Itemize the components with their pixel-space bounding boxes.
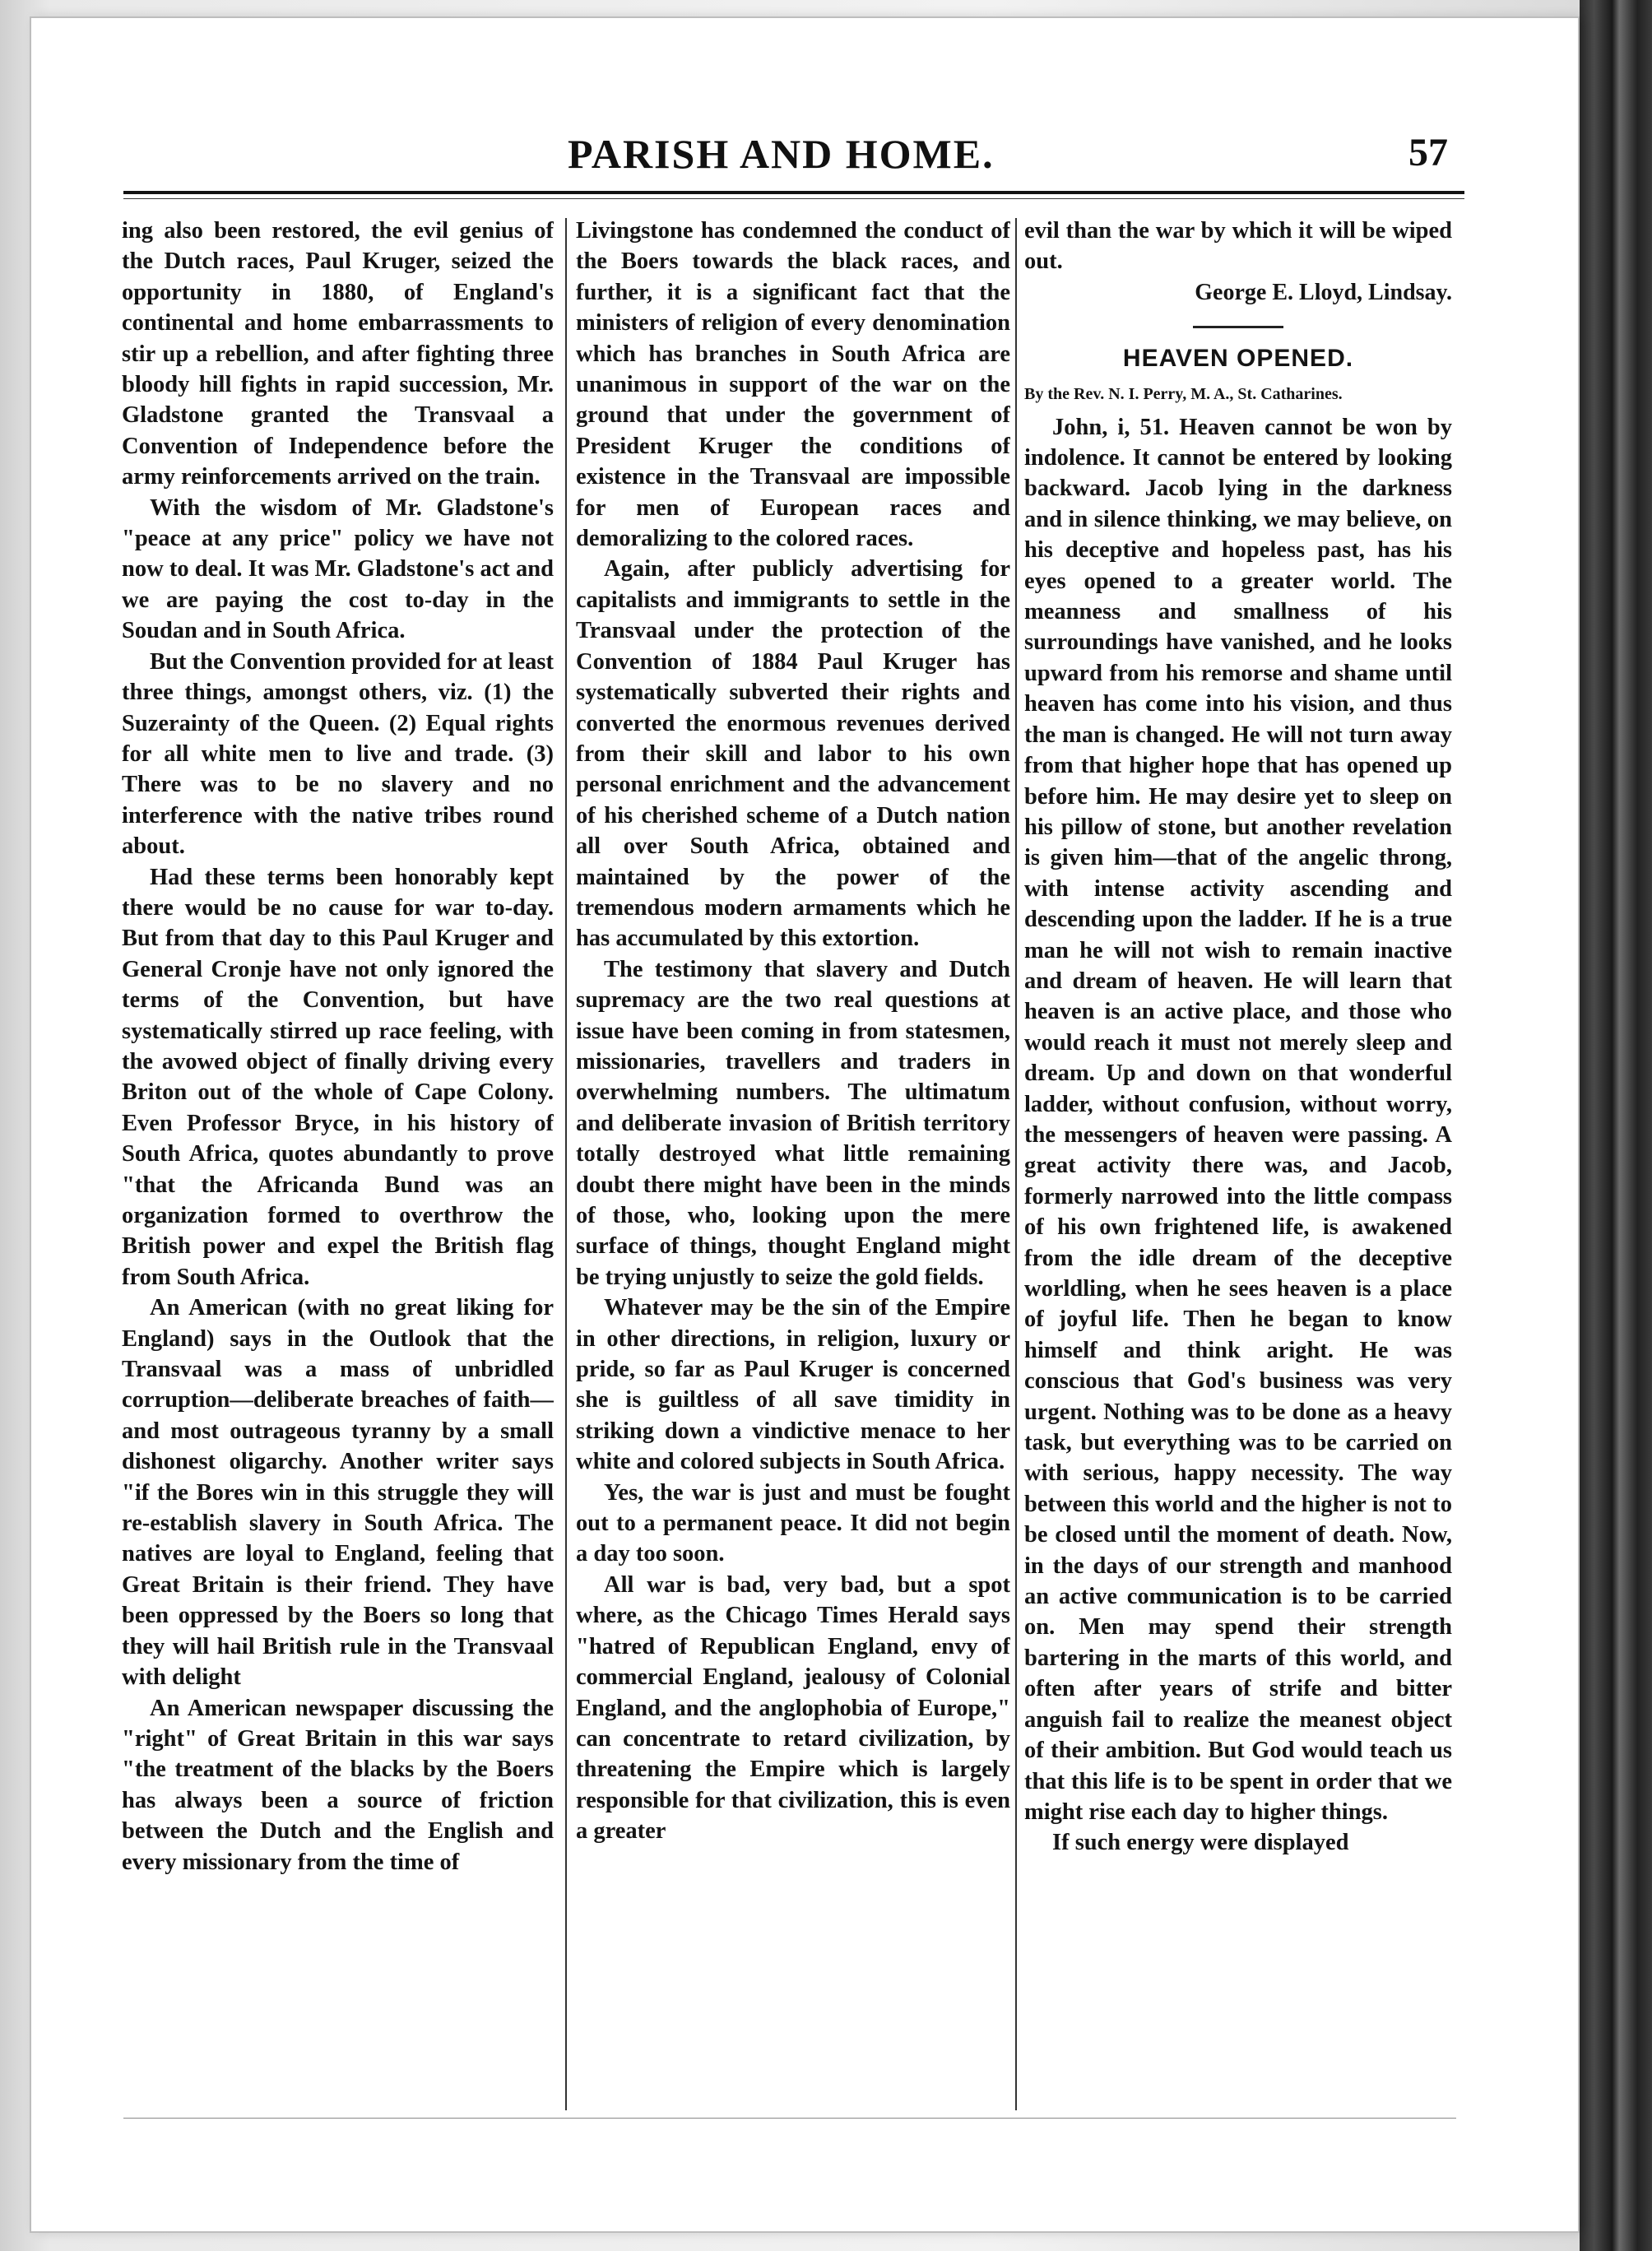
paragraph: John, i, 51. Heaven cannot be won by indolence. It cannot be entered by looking backward. Jacob lying in the darkness and in silence thinking, we may believe, on his deceptive and hopeless past, has his eyes opened to a greater world. The meanness and smallness of his surroundings have vanished, and he looks upward from his remorse and shame until heaven has come into his vision, and thus the man is changed. He will not turn away from that higher hope that has opened up before him. He may desire yet to sleep on his pillow of stone, but another revelation is given him—that of the angelic throng, with intense activity ascending and descending upon the ladder. If he is a true man he will not wish to remain inactive and dream of heaven. He will learn that heaven is an active place, and those who would reach it must not merely sleep and dream. Up and down on that wonderful ladder, without confusion, without worry, the messengers of heaven were passing. A great activity there was, and Jacob, formerly narrowed into the little compass of his own frightened life, is awakened from the idle dream of the deceptive worldling, when he sees heaven is a place of joyful life. Then he began to know himself and think aright. He was conscious that God's business was very urgent. Nothing was to be done as a heavy task, but everything was to be carried on with serious, happy necessity. The way between this world and the higher is not to be closed until the moment of death. Now, in the days of our strength and manhood an active communication is to be carried on. Men may spend their strength bartering in the marts of this world, and often after years of strife and bitter anguish fail to realize the meanest object of their ambition. But God would teach us that this life is to be spent in order that we might rise each day to higher things.	[1024, 414, 1452, 1825]
paragraph: Yes, the war is just and must be fought out to a permanent peace. It did not begin a day too soon.	[576, 1479, 1010, 1567]
text-column-3	[1024, 216, 1452, 2124]
header-rule-thin	[123, 198, 1464, 199]
page-number: 57	[1408, 131, 1448, 174]
paragraph: An American newspaper discussing the "right" of Great Britain in this war says "the treatment of the blacks by the Boers has always been a source of friction between the Dutch and the English and every missionary from the time of	[122, 1695, 554, 1875]
header-rule	[123, 191, 1464, 194]
book-binding-edge	[1580, 0, 1652, 2251]
bottom-rule	[123, 2118, 1456, 2119]
column-divider-2	[1015, 218, 1017, 2110]
text-column-1	[122, 216, 554, 2124]
article-title: HEAVEN OPENED.	[1122, 345, 1354, 373]
paragraph: ing also been restored, the evil genius of the Dutch races, Paul Kruger, seized the opportunity in 1880, of England's continental and home embarrassments to stir up a rebellion, and after fighting three bloody hill fights in rapid succession, Mr. Gladstone granted the Transvaal a Convention of Independence before the army reinforcements arrived on the train.	[122, 218, 554, 490]
author-signature: George E. Lloyd, Lindsay.	[1195, 279, 1452, 305]
paragraph: Had these terms been honorably kept there would be no cause for war to-day. But from that day to this Paul Kruger and General Cronje have not only ignored the terms of the Convention, but have systematically stirred up race feeling, with the avowed object of finally driving every Briton out of the whole of Cape Colony. Even Professor Bryce, in his history of South Africa, quotes abundantly to prove "that the Africanda Bund was an organization formed to overthrow the British power and expel the British flag from South Africa.	[122, 864, 554, 1290]
article-byline: By the Rev. N. I. Perry, M. A., St. Catharines.	[1024, 384, 1343, 403]
running-title: PARISH AND HOME.	[568, 131, 995, 177]
paragraph: Whatever may be the sin of the Empire in other directions, in religion, luxury or pride, so far as Paul Kruger is concerned she is guiltless of all save timidity in striking down a vindictive menace to her white and colored subjects in South Africa.	[576, 1295, 1010, 1475]
section-divider	[1193, 326, 1283, 328]
text-column-2	[576, 216, 1010, 2124]
paragraph: evil than the war by which it will be wiped out.	[1024, 218, 1452, 275]
paragraph: An American (with no great liking for England) says in the Outlook that the Transvaal was a mass of unbridled corruption—deliberate breaches of faith—and most outrageous tyranny by a small dishonest oligarchy. Another writer says "if the Bores win in this struggle they will re-establish slavery in South Africa. The natives are loyal to England, feeling that Great Britain is their friend. They have been oppressed by the Boers so long that they will hail British rule in the Transvaal with delight	[122, 1295, 554, 1691]
paragraph: All war is bad, very bad, but a spot where, as the Chicago Times Herald says "hatred of Republican England, envy of commercial England, jealousy of Colonial England, and the anglophobia of Europe," can concentrate to retard civilization, by threatening the Empire which is largely responsible for that civilization, this is even a greater	[576, 1571, 1010, 1845]
paragraph: With the wisdom of Mr. Gladstone's "peace at any price" policy we have not now to deal. It was Mr. Gladstone's act and we are paying the cost to-day in the Soudan and in South Africa.	[122, 494, 554, 644]
paragraph: The testimony that slavery and Dutch supremacy are the two real questions at issue have been coming in from statesmen, missionaries, travellers and traders in overwhelming numbers. The ultimatum and deliberate invasion of British territory totally destroyed what little remaining doubt there might have been in the minds of those, who, looking upon the mere surface of things, thought England might be trying unjustly to seize the gold fields.	[576, 956, 1010, 1290]
column-divider-1	[565, 218, 567, 2110]
paragraph: If such energy were displayed	[1052, 1830, 1349, 1856]
paragraph: But the Convention provided for at least three things, amongst others, viz. (1) the Suzerainty of the Queen. (2) Equal rights for all white men to live and trade. (3) There was to be no slavery and no interference with the native tribes round about.	[122, 648, 554, 860]
paragraph: Again, after publicly advertising for capitalists and immigrants to settle in the Transvaal under the protection of the Convention of 1884 Paul Kruger has systematically subverted their rights and converted the enormous revenues derived from their skill and labor to his own personal enrichment and the advancement of his cherished scheme of a Dutch nation all over South Africa, obtained and maintained by the power of the tremendous modern armaments which he has accumulated by this extortion.	[576, 556, 1010, 952]
running-header	[123, 130, 1456, 188]
paragraph: Livingstone has condemned the conduct of the Boers towards the black races, and further, it is a significant fact that the ministers of religion of every denomination which has branches in South Africa are unanimous in support of the war on the ground that under the government of President Kruger the conditions of existence in the Transvaal are impossible for men of European races and demoralizing to the colored races.	[576, 218, 1010, 552]
